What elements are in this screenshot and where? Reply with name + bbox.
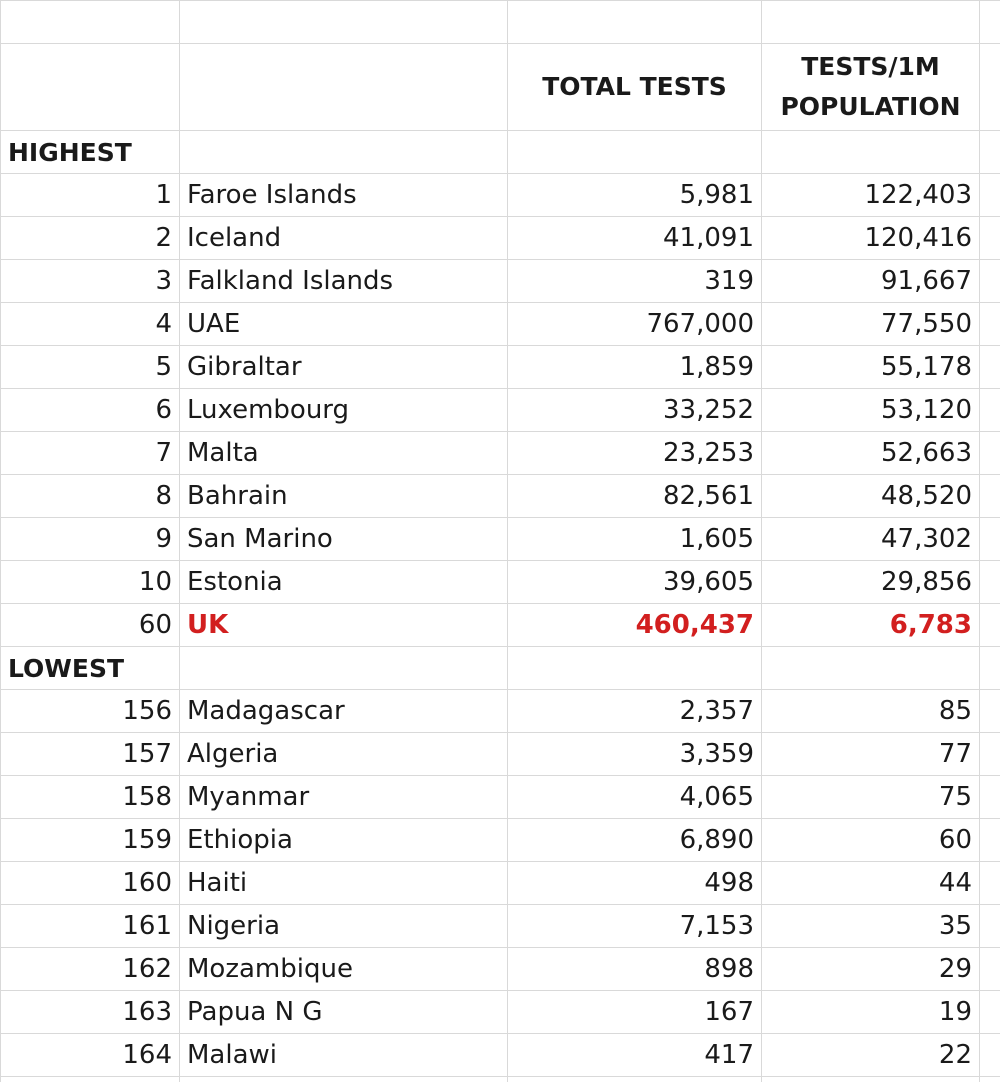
cell[interactable] [980, 733, 1000, 776]
table-row [1, 389, 1000, 432]
blank-row [1, 1077, 1000, 1082]
table-row [1, 862, 1000, 905]
cell[interactable] [980, 131, 1000, 174]
rank-cell[interactable]: 156 [1, 690, 180, 733]
tests-per-million-cell[interactable]: 91,667 [762, 260, 980, 303]
cell[interactable] [508, 1077, 762, 1082]
cell[interactable] [980, 1077, 1000, 1082]
tests-per-million-cell[interactable]: 122,403 [762, 174, 980, 217]
cell[interactable] [980, 44, 1000, 131]
rank-cell[interactable]: 10 [1, 561, 180, 604]
total-tests-cell[interactable]: 319 [508, 260, 762, 303]
country-cell[interactable]: Bahrain [180, 475, 508, 518]
country-cell[interactable]: Myanmar [180, 776, 508, 819]
country-cell[interactable]: UAE [180, 303, 508, 346]
total-tests-cell[interactable]: 898 [508, 948, 762, 991]
table-row [1, 991, 1000, 1034]
total-tests-cell[interactable]: 2,357 [508, 690, 762, 733]
tests-per-million-cell[interactable]: 29,856 [762, 561, 980, 604]
total-tests-cell[interactable]: 82,561 [508, 475, 762, 518]
table-row [1, 475, 1000, 518]
table-row [1, 260, 1000, 303]
total-tests-cell[interactable]: 33,252 [508, 389, 762, 432]
cell[interactable] [980, 819, 1000, 862]
rank-cell[interactable]: 162 [1, 948, 180, 991]
rank-cell[interactable]: 158 [1, 776, 180, 819]
cell[interactable] [980, 1, 1000, 44]
cell[interactable] [762, 1077, 980, 1082]
tests-per-million-cell[interactable]: 48,520 [762, 475, 980, 518]
total-tests-cell[interactable]: 6,890 [508, 819, 762, 862]
rank-cell[interactable]: 3 [1, 260, 180, 303]
table-row [1, 561, 1000, 604]
header-total-tests[interactable]: TOTAL TESTS [508, 44, 762, 131]
rank-cell[interactable]: 164 [1, 1034, 180, 1077]
rank-cell[interactable]: 157 [1, 733, 180, 776]
header-tests-per-million[interactable] [762, 44, 980, 131]
tests-per-million-cell[interactable]: 53,120 [762, 389, 980, 432]
cell[interactable] [980, 561, 1000, 604]
cell[interactable] [980, 604, 1000, 647]
blank-row [1, 1, 1000, 44]
total-tests-cell[interactable]: 3,359 [508, 733, 762, 776]
cell[interactable] [980, 475, 1000, 518]
tests-per-million-cell[interactable]: 60 [762, 819, 980, 862]
rank-cell[interactable]: 5 [1, 346, 180, 389]
table-row [1, 174, 1000, 217]
cell[interactable] [1, 1, 180, 44]
rank-cell[interactable]: 159 [1, 819, 180, 862]
cell[interactable] [980, 260, 1000, 303]
table-row [1, 1034, 1000, 1077]
rank-cell[interactable]: 7 [1, 432, 180, 475]
total-tests-cell[interactable]: 7,153 [508, 905, 762, 948]
cell[interactable] [508, 131, 762, 174]
country-cell[interactable]: Malta [180, 432, 508, 475]
tests-per-million-cell[interactable]: 77,550 [762, 303, 980, 346]
table-row [1, 733, 1000, 776]
tests-per-million-cell[interactable]: 22 [762, 1034, 980, 1077]
cell[interactable] [762, 131, 980, 174]
tests-per-million-cell[interactable]: 35 [762, 905, 980, 948]
total-tests-cell[interactable]: 460,437 [508, 604, 762, 647]
rank-cell[interactable]: 161 [1, 905, 180, 948]
table-row [1, 303, 1000, 346]
cell[interactable] [508, 647, 762, 690]
total-tests-cell[interactable]: 39,605 [508, 561, 762, 604]
cell[interactable] [980, 905, 1000, 948]
tests-per-million-cell[interactable]: 6,783 [762, 604, 980, 647]
total-tests-cell[interactable]: 5,981 [508, 174, 762, 217]
section-row-highest [1, 131, 1000, 174]
country-cell[interactable]: Luxembourg [180, 389, 508, 432]
cell[interactable] [508, 1, 762, 44]
cell[interactable] [762, 1, 980, 44]
rank-cell[interactable]: 9 [1, 518, 180, 561]
tests-per-million-cell[interactable]: 55,178 [762, 346, 980, 389]
tests-per-million-cell[interactable]: 47,302 [762, 518, 980, 561]
country-cell[interactable]: San Marino [180, 518, 508, 561]
table-row [1, 217, 1000, 260]
country-cell[interactable]: Faroe Islands [180, 174, 508, 217]
cell[interactable] [180, 44, 508, 131]
header-tests-per-million-line1: TESTS/1M [801, 52, 940, 81]
rank-cell[interactable]: 4 [1, 303, 180, 346]
cell[interactable] [1, 1077, 180, 1082]
total-tests-cell[interactable]: 767,000 [508, 303, 762, 346]
total-tests-cell[interactable]: 23,253 [508, 432, 762, 475]
country-cell[interactable]: Haiti [180, 862, 508, 905]
table-row [1, 819, 1000, 862]
tests-per-million-cell[interactable]: 29 [762, 948, 980, 991]
table-row [1, 948, 1000, 991]
total-tests-cell[interactable]: 4,065 [508, 776, 762, 819]
cell[interactable] [980, 432, 1000, 475]
total-tests-cell[interactable]: 41,091 [508, 217, 762, 260]
country-cell[interactable]: Gibraltar [180, 346, 508, 389]
cell[interactable] [762, 647, 980, 690]
tests-per-million-cell[interactable]: 75 [762, 776, 980, 819]
country-cell[interactable]: Ethiopia [180, 819, 508, 862]
rank-cell[interactable]: 60 [1, 604, 180, 647]
section-label-highest[interactable]: HIGHEST [1, 131, 180, 174]
table-row-highlight [1, 604, 1000, 647]
cell[interactable] [980, 389, 1000, 432]
cell[interactable] [980, 862, 1000, 905]
cell[interactable] [180, 1, 508, 44]
cell[interactable] [180, 647, 508, 690]
country-cell[interactable]: Madagascar [180, 690, 508, 733]
cell[interactable] [980, 948, 1000, 991]
rank-cell[interactable]: 8 [1, 475, 180, 518]
rank-cell[interactable]: 160 [1, 862, 180, 905]
country-cell[interactable]: Papua N G [180, 991, 508, 1034]
total-tests-cell[interactable]: 498 [508, 862, 762, 905]
cell[interactable] [980, 217, 1000, 260]
country-cell[interactable]: Estonia [180, 561, 508, 604]
total-tests-cell[interactable]: 167 [508, 991, 762, 1034]
table-row [1, 776, 1000, 819]
country-cell[interactable]: Mozambique [180, 948, 508, 991]
tests-per-million-cell[interactable]: 19 [762, 991, 980, 1034]
country-cell[interactable]: Malawi [180, 1034, 508, 1077]
table-row [1, 518, 1000, 561]
table-row [1, 690, 1000, 733]
country-cell[interactable]: Algeria [180, 733, 508, 776]
section-label-lowest[interactable]: LOWEST [1, 647, 180, 690]
country-cell[interactable]: Falkland Islands [180, 260, 508, 303]
cell[interactable] [980, 776, 1000, 819]
tests-per-million-cell[interactable]: 120,416 [762, 217, 980, 260]
cell[interactable] [180, 131, 508, 174]
total-tests-cell[interactable]: 417 [508, 1034, 762, 1077]
cell[interactable] [180, 1077, 508, 1082]
cell[interactable] [980, 518, 1000, 561]
header-row [1, 44, 1000, 131]
cell[interactable] [980, 991, 1000, 1034]
cell[interactable] [980, 174, 1000, 217]
tests-per-million-cell[interactable]: 85 [762, 690, 980, 733]
table-row [1, 346, 1000, 389]
country-cell[interactable]: UK [180, 604, 508, 647]
cell[interactable] [980, 346, 1000, 389]
cell[interactable] [980, 303, 1000, 346]
section-row-lowest [1, 647, 1000, 690]
rank-cell[interactable]: 1 [1, 174, 180, 217]
total-tests-cell[interactable]: 1,605 [508, 518, 762, 561]
tests-per-million-cell[interactable]: 77 [762, 733, 980, 776]
total-tests-cell[interactable]: 1,859 [508, 346, 762, 389]
cell[interactable] [980, 690, 1000, 733]
table-row [1, 905, 1000, 948]
tests-per-million-cell[interactable]: 44 [762, 862, 980, 905]
rank-cell[interactable]: 2 [1, 217, 180, 260]
country-cell[interactable]: Nigeria [180, 905, 508, 948]
tests-per-million-cell[interactable]: 52,663 [762, 432, 980, 475]
cell[interactable] [1, 44, 180, 131]
country-cell[interactable]: Iceland [180, 217, 508, 260]
header-tests-per-million-line2: POPULATION [780, 92, 961, 121]
cell[interactable] [980, 647, 1000, 690]
cell[interactable] [980, 1034, 1000, 1077]
table-row [1, 432, 1000, 475]
rank-cell[interactable]: 163 [1, 991, 180, 1034]
rank-cell[interactable]: 6 [1, 389, 180, 432]
